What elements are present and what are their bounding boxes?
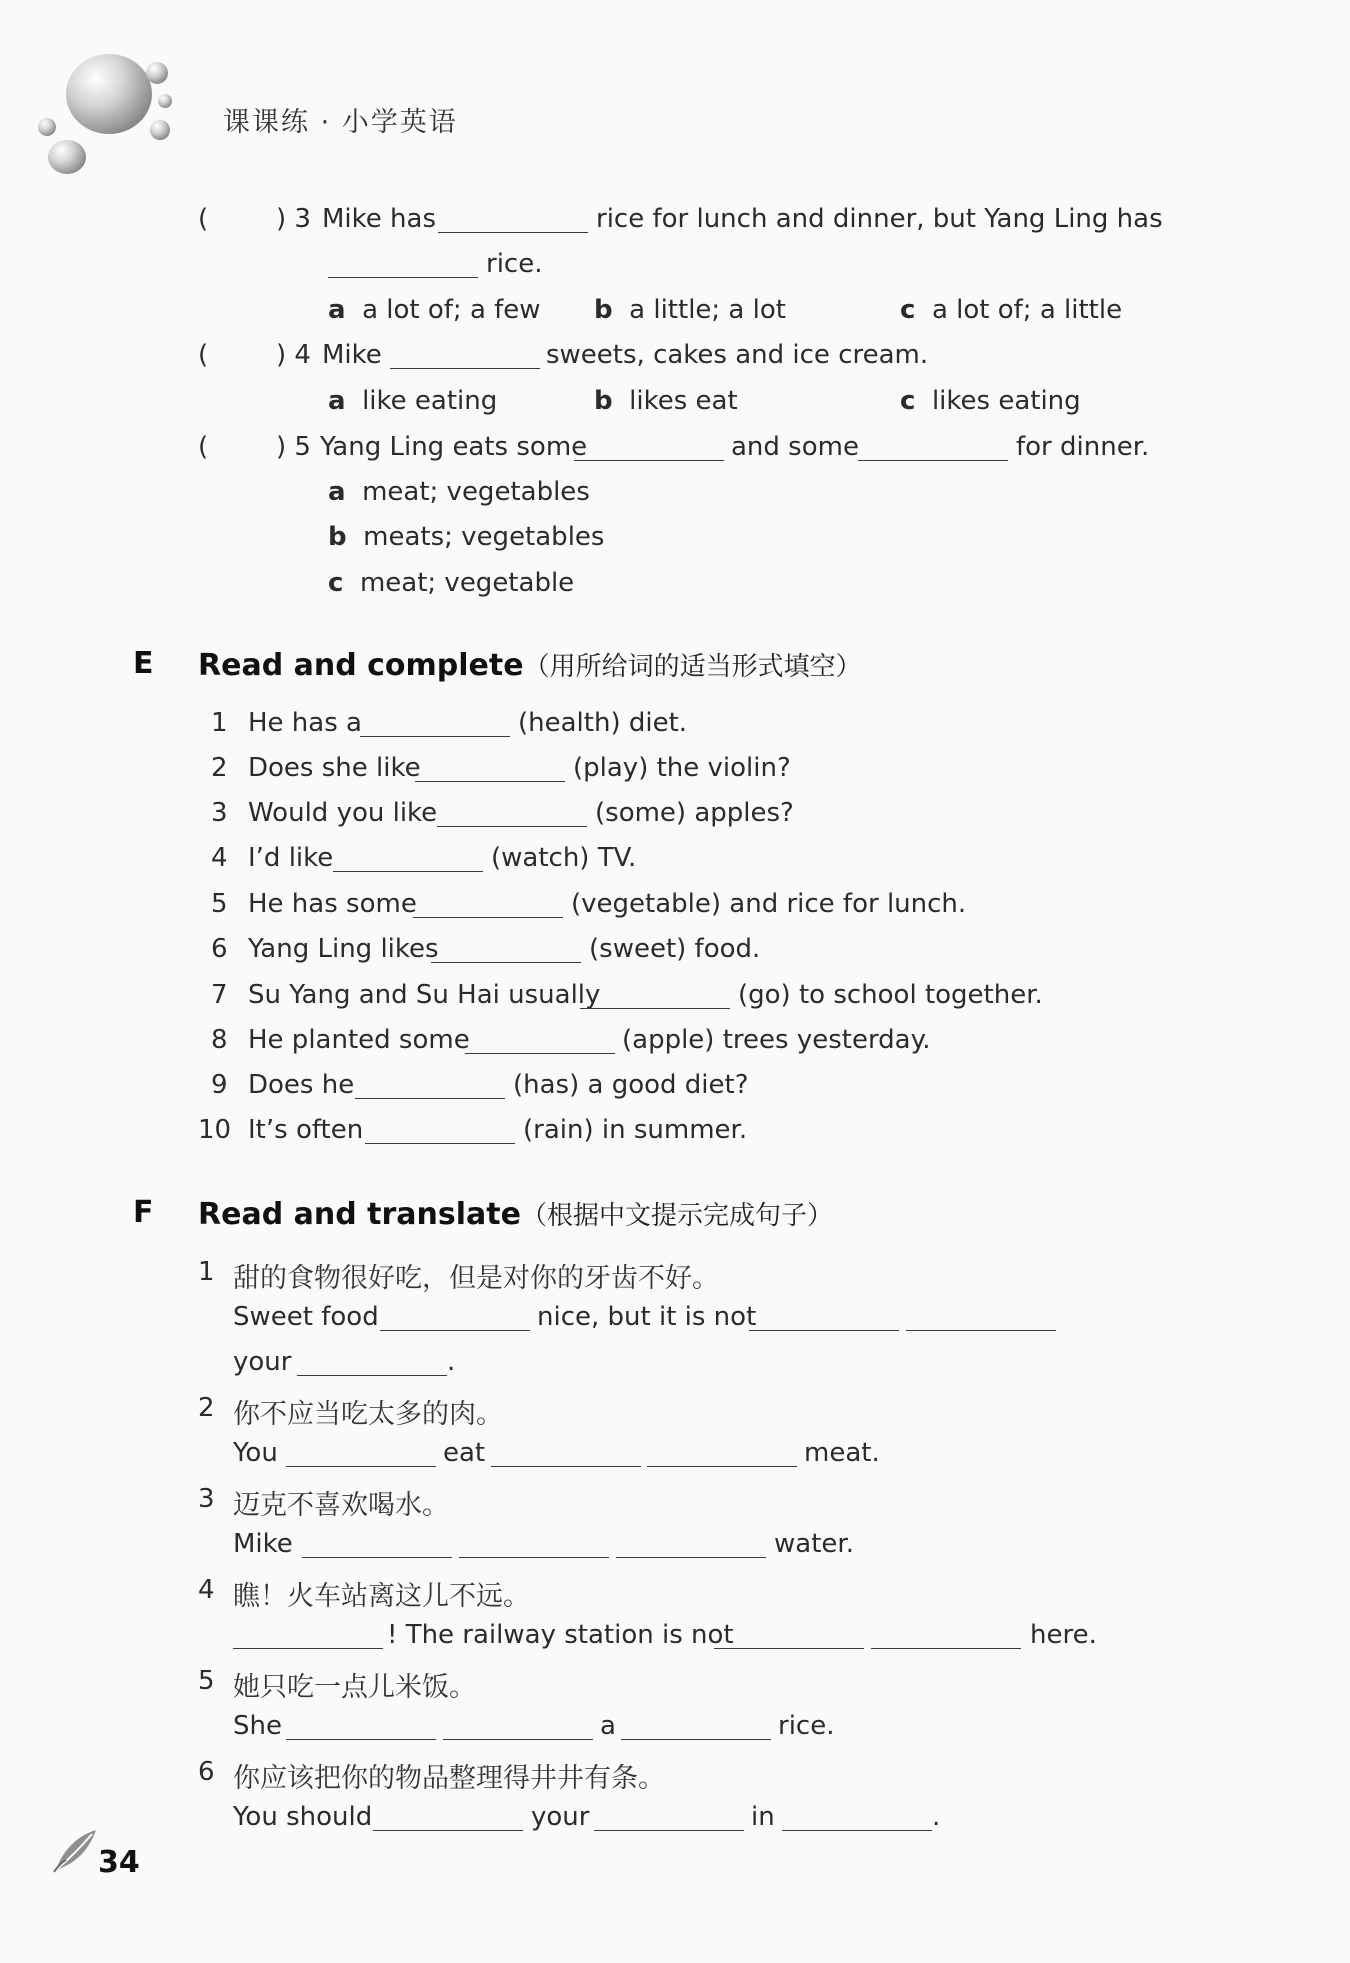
f6-blank-1[interactable] — [373, 1830, 523, 1831]
e4-before: I’d like — [248, 843, 334, 873]
e3-blank[interactable] — [437, 826, 587, 827]
e10-num: 10 — [198, 1115, 232, 1145]
e5-blank[interactable] — [413, 917, 563, 918]
e4-after: (watch) TV. — [491, 843, 637, 873]
f1-blank-1[interactable] — [380, 1330, 530, 1331]
f1-en-2: nice, but it is not — [537, 1302, 757, 1332]
f1-en-3: your — [233, 1347, 292, 1377]
e9-before: Does he — [248, 1070, 355, 1100]
e5-after: (vegetable) and rice for lunch. — [571, 889, 967, 919]
e9-after: (has) a good diet? — [513, 1070, 749, 1100]
leaf-icon — [52, 1826, 100, 1874]
f4-en-1: ! The railway station is not — [387, 1620, 734, 1650]
e1-after: (health) diet. — [518, 708, 688, 738]
q5-text-middle: and some — [731, 432, 859, 462]
e2-blank[interactable] — [415, 781, 565, 782]
f2-blank-3[interactable] — [647, 1466, 797, 1467]
q5-text-after: for dinner. — [1016, 432, 1150, 462]
f6-blank-2[interactable] — [594, 1830, 744, 1831]
f3-blank-1[interactable] — [302, 1557, 452, 1558]
e3-before: Would you like — [248, 798, 438, 828]
e7-before: Su Yang and Su Hai usually — [248, 980, 601, 1010]
e2-num: 2 — [211, 753, 228, 783]
q3-paren-open: ( — [198, 204, 209, 234]
f6-en-1: You should — [233, 1802, 373, 1832]
f4-num: 4 — [198, 1575, 215, 1605]
q3-text-end: rice. — [486, 249, 543, 279]
f6-num: 6 — [198, 1757, 215, 1787]
q3-paren-close: ) 3 — [276, 204, 311, 234]
f6-en-4: . — [932, 1802, 941, 1832]
f5-en-1: She — [233, 1711, 282, 1741]
e7-num: 7 — [211, 980, 228, 1010]
q5-paren-close: ) 5 — [276, 432, 311, 462]
f1-en-1: Sweet food — [233, 1302, 379, 1332]
section-e-letter: E — [133, 646, 154, 681]
q5-text-before: Yang Ling eats some — [320, 432, 588, 462]
f2-chinese: 你不应当吃太多的肉。 — [233, 1399, 503, 1430]
f3-blank-3[interactable] — [616, 1557, 766, 1558]
f2-en-1: You — [233, 1438, 278, 1468]
f5-blank-3[interactable] — [621, 1739, 771, 1740]
e1-num: 1 — [211, 708, 228, 738]
q3-option-c: c a lot of; a little — [900, 295, 1123, 325]
f3-blank-2[interactable] — [459, 1557, 609, 1558]
e5-before: He has some — [248, 889, 417, 919]
f4-en-2: here. — [1030, 1620, 1097, 1650]
section-e-title: Read and complete（用所给词的适当形式填空） — [198, 648, 862, 683]
f1-num: 1 — [198, 1257, 215, 1287]
q3-blank-1[interactable] — [438, 232, 588, 233]
e10-before: It’s often — [248, 1115, 364, 1145]
f5-num: 5 — [198, 1666, 215, 1696]
q3-text-middle: rice for lunch and dinner, but Yang Ling has — [596, 204, 1163, 234]
e3-num: 3 — [211, 798, 228, 828]
f5-blank-2[interactable] — [443, 1739, 593, 1740]
q5-paren-open: ( — [198, 432, 209, 462]
q4-paren-open: ( — [198, 340, 209, 370]
e9-blank[interactable] — [355, 1098, 505, 1099]
f2-blank-2[interactable] — [491, 1466, 641, 1467]
f6-en-2: your — [531, 1802, 590, 1832]
f3-chinese: 迈克不喜欢喝水。 — [233, 1490, 449, 1521]
e1-before: He has a — [248, 708, 362, 738]
e9-num: 9 — [211, 1070, 228, 1100]
e6-blank[interactable] — [431, 962, 581, 963]
f5-en-2: a — [600, 1711, 616, 1741]
e7-blank[interactable] — [580, 1008, 730, 1009]
q4-text-before: Mike — [322, 340, 382, 370]
f3-en-1: Mike — [233, 1529, 293, 1559]
e8-after: (apple) trees yesterday. — [622, 1025, 931, 1055]
f6-chinese: 你应该把你的物品整理得井井有条。 — [233, 1763, 665, 1794]
f2-num: 2 — [198, 1393, 215, 1423]
e8-blank[interactable] — [465, 1053, 615, 1054]
f5-chinese: 她只吃一点儿米饭。 — [233, 1672, 476, 1703]
e6-after: (sweet) food. — [589, 934, 761, 964]
q5-blank-2[interactable] — [858, 460, 1008, 461]
q3-option-b: b a little; a lot — [594, 295, 786, 325]
e1-blank[interactable] — [360, 736, 510, 737]
e5-num: 5 — [211, 889, 228, 919]
f6-en-3: in — [751, 1802, 775, 1832]
f2-en-2: eat — [443, 1438, 486, 1468]
f4-blank-3[interactable] — [871, 1648, 1021, 1649]
e6-before: Yang Ling likes — [248, 934, 439, 964]
f5-blank-1[interactable] — [286, 1739, 436, 1740]
q5-option-b: b meats; vegetables — [328, 522, 605, 552]
q3-text-before: Mike has — [322, 204, 437, 234]
e8-num: 8 — [211, 1025, 228, 1055]
q4-blank[interactable] — [390, 368, 540, 369]
q4-option-c: c likes eating — [900, 386, 1081, 416]
q5-option-a: a meat; vegetables — [328, 477, 590, 507]
f1-blank-4[interactable] — [297, 1375, 447, 1376]
header-title: 课课练 · 小学英语 — [223, 107, 458, 138]
q3-option-a: a a lot of; a few — [328, 295, 541, 325]
bubbles-decoration — [38, 48, 198, 178]
f5-en-3: rice. — [778, 1711, 835, 1741]
page-number: 34 — [98, 1845, 140, 1880]
e2-before: Does she like — [248, 753, 421, 783]
q5-blank-1[interactable] — [574, 460, 724, 461]
f1-blank-2[interactable] — [749, 1330, 899, 1331]
e8-before: He planted some — [248, 1025, 470, 1055]
e2-after: (play) the violin? — [573, 753, 791, 783]
f1-en-4: . — [447, 1347, 456, 1377]
f4-blank-2[interactable] — [714, 1648, 864, 1649]
section-f-title: Read and translate（根据中文提示完成句子） — [198, 1197, 833, 1232]
f4-chinese: 瞧！火车站离这儿不远。 — [233, 1581, 530, 1612]
e4-blank[interactable] — [333, 871, 483, 872]
f1-blank-3[interactable] — [906, 1330, 1056, 1331]
f4-blank-1[interactable] — [233, 1648, 383, 1649]
e10-after: (rain) in summer. — [523, 1115, 748, 1145]
q4-paren-close: ) 4 — [276, 340, 311, 370]
e6-num: 6 — [211, 934, 228, 964]
f2-en-3: meat. — [804, 1438, 880, 1468]
q4-text-after: sweets, cakes and ice cream. — [546, 340, 929, 370]
q4-option-b: b likes eat — [594, 386, 738, 416]
e3-after: (some) apples? — [595, 798, 794, 828]
e4-num: 4 — [211, 843, 228, 873]
q4-option-a: a like eating — [328, 386, 498, 416]
q3-blank-2[interactable] — [328, 277, 478, 278]
e10-blank[interactable] — [365, 1143, 515, 1144]
f3-en-2: water. — [774, 1529, 854, 1559]
q5-option-c: c meat; vegetable — [328, 568, 575, 598]
f3-num: 3 — [198, 1484, 215, 1514]
f2-blank-1[interactable] — [286, 1466, 436, 1467]
section-f-letter: F — [133, 1195, 154, 1230]
f1-chinese: 甜的食物很好吃，但是对你的牙齿不好。 — [233, 1263, 719, 1294]
e7-after: (go) to school together. — [738, 980, 1043, 1010]
f6-blank-3[interactable] — [782, 1830, 932, 1831]
